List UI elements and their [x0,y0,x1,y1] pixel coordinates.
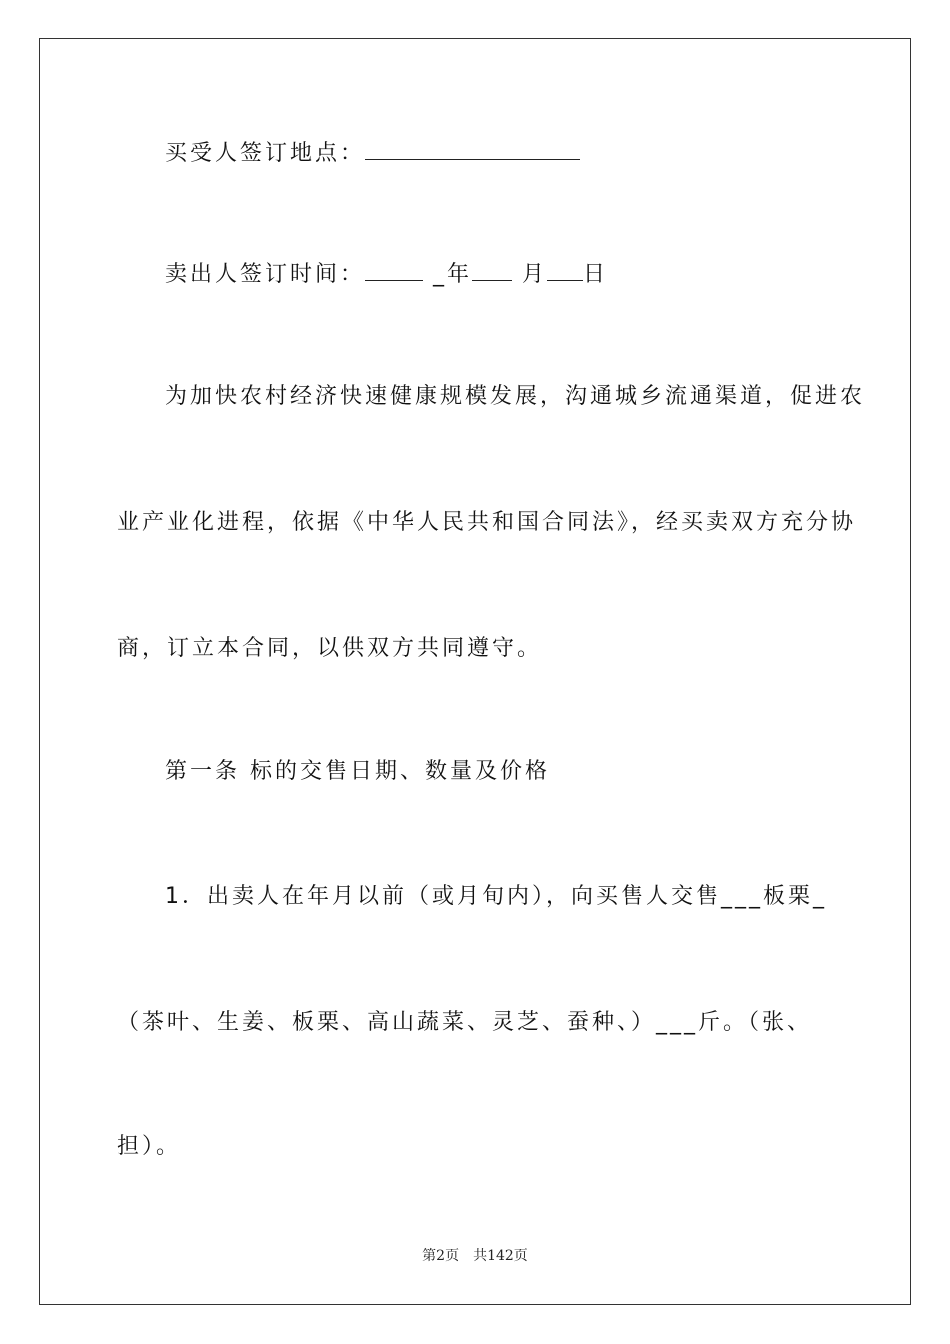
signing-place-label: 买受人签订地点： [165,141,366,166]
signing-place-line [165,137,580,169]
signing-time-line [165,258,608,290]
paragraph-line: 业产业化进程，依据《中华人民共和国合同法》，经买卖双方充分协 [117,510,857,535]
signing-time-label: 卖出人签订时间： [165,262,366,287]
day-label: 日 [583,262,609,287]
item-line: （茶叶、生姜、板栗、高山蔬菜、灵芝、蚕种、）___斤。（张、 [117,1010,813,1035]
day-blank[interactable] [547,258,583,281]
paragraph-line: 为加快农村经济快速健康规模发展，沟通城乡流通渠道，促进农 [165,384,866,409]
item-line: 担）。 [117,1134,182,1159]
month-blank[interactable] [472,258,512,281]
month-label: 月 [522,262,548,287]
page-border [39,38,911,1305]
year-label: 年 [447,262,473,287]
page-footer: 第2页 共142页 [422,1248,528,1264]
item-line: 1．出卖人在年月以前（或月旬内），向买售人交售___板栗_ [165,884,827,909]
year-blank[interactable] [365,258,423,281]
signing-place-blank[interactable] [365,137,580,160]
year-prefix: _ [433,262,448,287]
article-title: 第一条 标的交售日期、数量及价格 [165,759,550,784]
paragraph-line: 商，订立本合同，以供双方共同遵守。 [117,636,543,661]
